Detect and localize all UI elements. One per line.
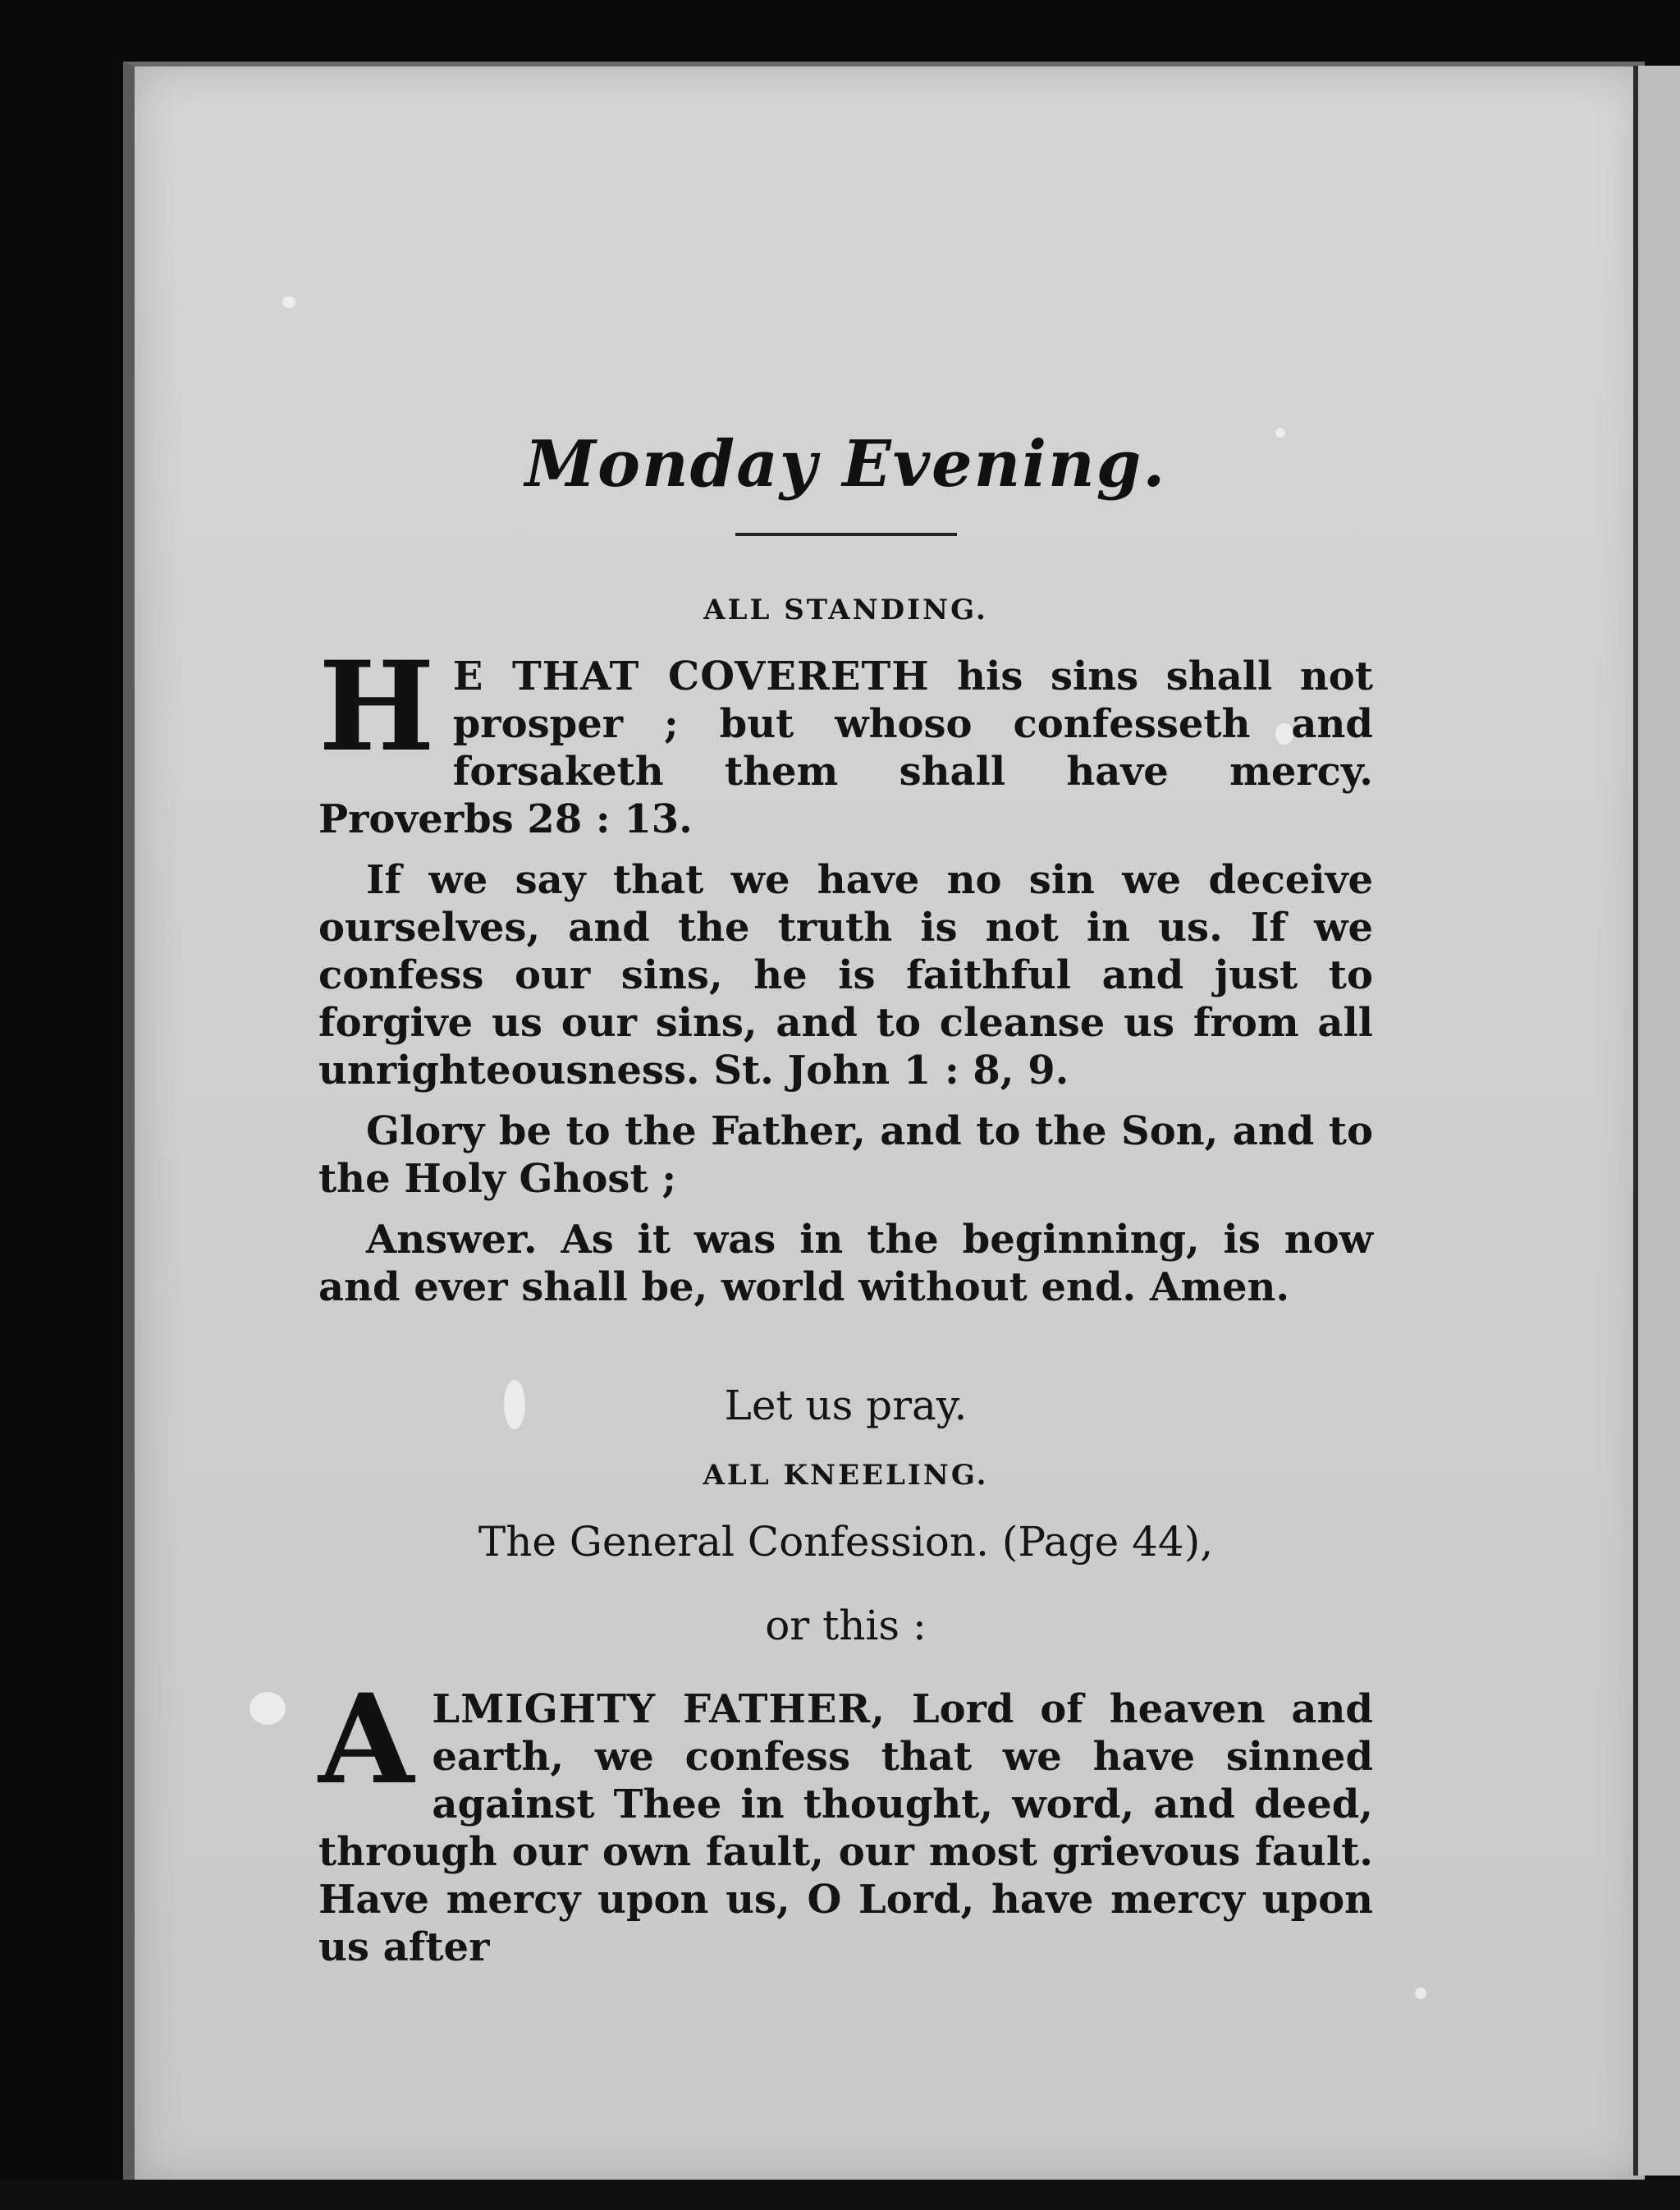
scripture-john: If we say that we have no sin we deceive ourselves, and the truth is not in us. If we confess our sins, he is faithful and just to forgive us our sins, and to cleanse us from all unrighteousness. St. John 1 : 8, 9.: [318, 857, 1373, 1094]
paper-speck: [282, 296, 295, 308]
instruction-kneeling: ALL KNEELING.: [703, 1459, 989, 1492]
general-confession-ref: The General Confession. (Page 44),: [478, 1518, 1214, 1566]
page-title: Monday Evening.: [524, 427, 1167, 502]
drop-cap: A: [318, 1667, 414, 1812]
title-rule: [735, 533, 957, 536]
lead-words: LMIGHTY FATHER,: [432, 1686, 886, 1732]
scan-border: [0, 2180, 1680, 2210]
let-us-pray: Let us pray.: [724, 1382, 968, 1429]
paragraph-text: his sins shall not prosper ; but whoso confesseth and forsaketh them shall have mercy. Proverbs 28 : 13.: [318, 653, 1373, 842]
or-this: or this :: [765, 1602, 927, 1649]
paper-speck: [249, 1692, 286, 1725]
paragraph-text: Lord of heaven and earth, we confess that we have sinned against Thee in thought, word, and deed, through our own fault, our most grievous fault. Have mercy upon us, O Lord, have mercy upon us after: [318, 1686, 1373, 1970]
instruction-standing: ALL STANDING.: [703, 594, 988, 626]
paper-speck: [1415, 1988, 1426, 1999]
spacer: [318, 1324, 1373, 1382]
spacer: [318, 1429, 1373, 1459]
scripture-proverbs: [318, 635, 1373, 843]
gloria-patri: Glory be to the Father, and to the Son, and to the Holy Ghost ;: [318, 1108, 1373, 1202]
drop-cap: H: [318, 635, 435, 779]
confession-prayer: [318, 1667, 1373, 1971]
page-text: [318, 427, 1373, 1984]
adjacent-page-edge: [1633, 66, 1680, 2176]
lead-words: E THAT COVERETH: [452, 653, 930, 699]
gloria-answer: Answer. As it was in the beginning, is now and ever shall be, world without end. Amen.: [318, 1217, 1373, 1310]
